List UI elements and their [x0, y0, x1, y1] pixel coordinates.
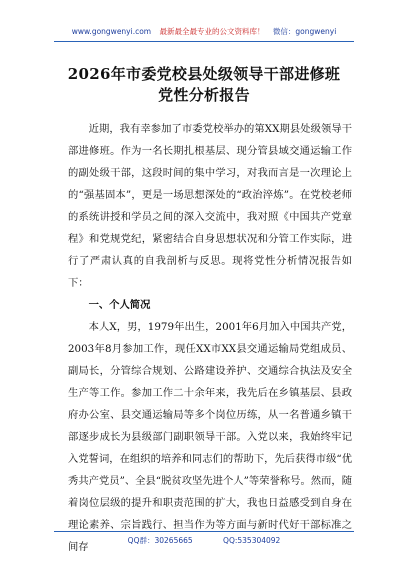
document-title-line-1: 2026年市委党校县处级领导干部进修班 [67, 65, 341, 83]
footer-qq-group: QQ群：30265665 [127, 536, 193, 545]
header-divider [54, 41, 354, 42]
document-body [68, 118, 352, 558]
personal-profile-paragraph: 本人X，男，1979年出生，2001年6月加入中国共产党，2003年8月参加工作，现任XX市XX县交通运输局党组成员、副局长，分管综合规划、公路建设养护、交通综合执法及安全生产等工作。参加工作二十余年来，我先后在乡镇基层、县政府办公室、县交通运输局等多个岗位历练，从一名普通乡镇干部逐步成长为县级部门副职领导干部。入党以来，我始终牢记入党誓词，在组织的培养和同志们的帮助下，先后获得市级“优秀共产党员”、全县“脱贫攻坚先进个人”等荣誉称号。然而，随着岗位层级的提升和职责范围的扩大，我也日益感受到自身在理论素养、宗旨践行、担当作为等方面与新时代好干部标准之间存 [68, 321, 352, 553]
section-heading-personal-profile: 一、个人简况 [88, 299, 151, 311]
header-slogan: 最新最全最专业的公文资料库！ [159, 27, 265, 36]
document-title-line-2: 党性分析报告 [158, 86, 250, 104]
header-url: www.gongwenyi.com [71, 27, 152, 36]
header-wechat: 微信：gongwenyi [272, 27, 337, 36]
page-footer [0, 536, 408, 546]
page-header [0, 27, 408, 37]
intro-paragraph: 近期，我有幸参加了市委党校举办的第XX期县处级领导干部进修班。作为一名长期扎根基层、现分管县域交通运输工作的副处级干部，这段时间的集中学习，对我而言是一次理论上的“强基固本”，更是一场思想深处的“政治淬炼”。在党校老师的系统讲授和学员之间的深入交流中，我对照《中国共产党章程》和党规党纪，紧密结合自身思想状况和分管工作实际，进行了严肃认真的自我剖析与反思。现将党性分析情况报告如下： [68, 123, 352, 289]
footer-qq: QQ:535304092 [223, 536, 281, 545]
footer-divider [54, 531, 354, 532]
